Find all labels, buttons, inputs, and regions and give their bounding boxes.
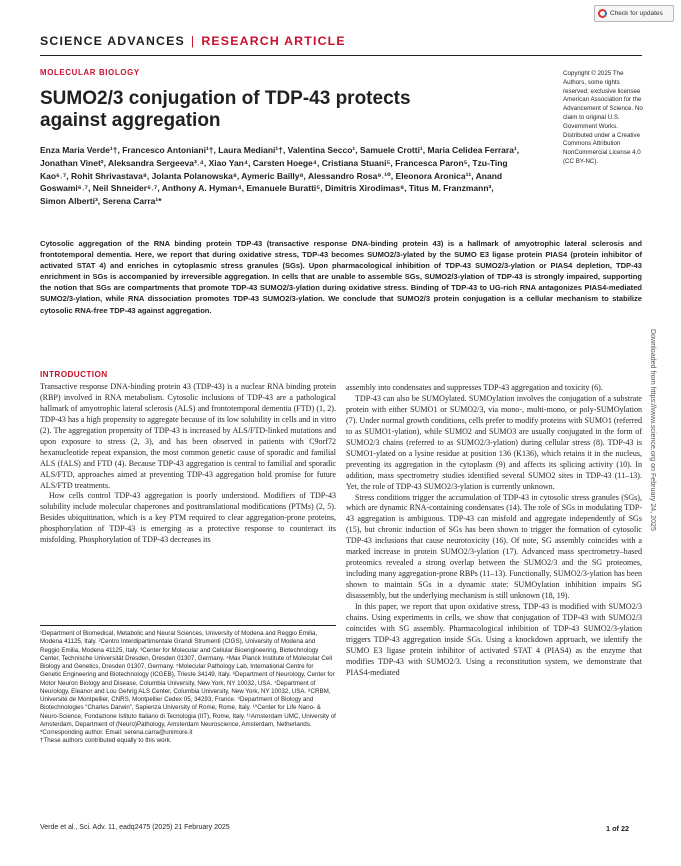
abstract: Cytosolic aggregation of the RNA binding protein TDP-43 (transactive response DNA-binding protein 43) is a hallmark of amyotrophic lateral sclerosis and frontotemporal dementia. Here, we report that during oxidative stress, TDP-43 becomes SUMO2/3-ylated by the SUMO E3 ligase protein PIAS4 (protein inhibitor of activated STAT 4) and enriches in cytoplasmic stress granules (SGs). Upon pharmacological inhibition of TDP-43 SUMO2/3-ylation or PIAS4 depletion, TDP-43 enrichment in SGs is accompanied by irreversible aggregation. In cells that are unable to assemble SGs, SUMO2/3-ylation of TDP-43 is strongly impaired, supporting the notion that SGs are compartments that promote TDP-43 SUMO2/3-ylation during oxidative stress. Binding of TDP-43 to UG-rich RNA antagonizes PIAS4-mediated SUMO2/3-ylation, while RNA dissociation promotes TDP-43 SUMO2/3-ylation. We conclude that SUMO2/3 protein conjugation is a cellular mechanism to stabilize cytosolic RNA-free TDP-43 against aggregation.: [40, 239, 642, 315]
affiliations-rule: [40, 625, 336, 626]
journal-name: SCIENCE ADVANCES: [40, 34, 185, 48]
body-paragraph: TDP-43 can also be SUMOylated. SUMOylation involves the conjugation of a substrate protein with either SUMO1 or SUMO2/3, via mono-, multi-mono, or poly-SUMOylation (7). Under normal growth conditions, cells prefer to modify proteins with SUMO1 (referred to as SUMO1-ylation), while SUMO2 and SUMO3 are usually conjugated in the form of SUMO2/3 chains (referred to as SUMO2/3-ylation) during cellular stress (8). TDP-43 is SUMO1-ylated on a lysine residue at position 136 (K136), which retains it in the nucleus, preventing its aggregation in the cytoplasm (9) and affects its splicing activity (10). In addition, mass spectrometry studies identified several SUMO2 sites in TDP-43 (11–13). Yet, the role of TDP-43 SUMO2/3-ylation is currently unknown.: [346, 393, 642, 491]
header-separator: |: [190, 34, 196, 48]
body-paragraph: Transactive response DNA-binding protein 43 (TDP-43) is a nuclear RNA binding protein (RBP) involved in RNA metabolism. Cytosolic inclusions of TDP-43 are a pathological hallmark of amyotrophic lateral sclerosis (ALS) and frontotemporal dementia (FTD) (1, 2). TDP-43 has a high propensity to aggregate because of its low solubility in cells and in vitro (2). The aggregation propensity of TDP-43 is increased by ALS/FTD-linked mutations and upon exposure to stress (2, 3), and has been observed in patients with C9orf72 hexanucleotide repeat expansion, the most common genetic cause of sporadic and familial ALS (fALS) and FTD (4). Because TDP-43 aggregation is central to familial and sporadic ALS/FTD, approaches aimed at preventing TDP-43 aggregation hold promise for future ALS/FTD treatments.: [40, 381, 336, 490]
article-title: SUMO2/3 conjugation of TDP-43 protects against aggregation: [40, 88, 411, 131]
body-paragraph: assembly into condensates and suppresses TDP-43 aggregation and toxicity (6).: [346, 383, 603, 392]
download-watermark-text: Downloaded from https://www.science.org on February 24, 2025: [649, 329, 657, 531]
check-for-updates-label: Check for updates: [610, 10, 663, 17]
body-paragraph: How cells control TDP-43 aggregation is poorly understood. Modifiers of TDP-43 solubility include molecular chaperones and posttranslational modifications (PTMs) (2, 5). Besides ubiquitination, which is a key PTM required to clear aggregation-prone proteins, phosphorylation of TDP-43 is emerging as a protective response to counteract its misfolding. Phosphorylation of TDP-43 decreases its: [40, 491, 336, 545]
article-type: RESEARCH ARTICLE: [201, 34, 346, 48]
footer-citation: Verde et al., Sci. Adv. 11, eadq2475 (2025) 21 February 2025: [40, 824, 230, 831]
left-column: [40, 370, 336, 546]
section-label: MOLECULAR BIOLOGY: [40, 68, 140, 77]
journal-header: [40, 34, 642, 48]
check-for-updates-button[interactable]: [594, 5, 674, 22]
affiliations: ¹Department of Biomedical, Metabolic and Neural Sciences, University of Modena and Reggio Emilia, Modena 41125, Italy. ²Centro Interdipartimentale Grandi Strumenti (CIGS), University of Modena and Reggio Emilia, Modena 41125, Italy. ³Center for Molecular and Cellular Bioengineering, Biotechnology Center, Technische Universität Dresden, Dresden 01307, Germany. ⁴Max Planck Institute of Molecular Cell Biology and Genetics, Dresden 01307, Germany. ⁵Molecular Pathology Lab, International Centre for Genetic Engineering and Biotechnology (ICGEB), Trieste 34149, Italy. ⁶Department of Neurology, Center for Motor Neuron Biology and Disease, Columbia University, New York, NY 10032, USA. ⁷Department of Neurology, Eleanor and Lou Gehrig ALS Center, Columbia University, New York, NY 10032, USA. ⁸CRBM, Université de Montpellier, CNRS, Montpellier Cedex 05, 34293, France. ⁹Department of Biology and Biotechnologies “Charles Darwin”, Sapienza University of Rome, Rome, Italy. ¹⁰Center for Life Nano- & Neuro-Science, Fondazione Istituto Italiano di Tecnologia (IIT), Rome, Italy. ¹¹Amsterdam UMC, University of Amsterdam, Department of (Neuro)Pathology, Amsterdam Neuroscience, Amsterdam, Netherlands.: [40, 630, 336, 728]
update-icon: [598, 9, 607, 18]
equal-contribution-note: †These authors contributed equally to this work.: [40, 737, 172, 745]
introduction-heading: INTRODUCTION: [40, 370, 108, 379]
download-watermark: [645, 300, 659, 560]
affiliations-block: [40, 630, 336, 746]
right-column: [346, 383, 642, 679]
corresponding-author: *Corresponding author. Email: serena.carra@unimore.it: [40, 729, 193, 736]
copyright-notice: Copyright © 2025 The Authors, some rights reserved; exclusive licensee American Association for the Advancement of Science. No claim to original U.S. Government Works. Distributed under a Creative Commons Attribution NonCommercial License 4.0 (CC BY-NC).: [563, 70, 643, 165]
body-paragraph: In this paper, we report that upon oxidative stress, TDP-43 is modified with SUMO2/3 chains. Using experiments in cells, we show that conjugation of TDP-43 with SUMO2/3 coincides with SG assembly. Pharmacological inhibition of TDP-43 SUMO2/3-ylation triggers TDP-43 aggregation inside SGs. Using a knockdown approach, we identify the SUMO E3 ligase protein inhibitor of activated STAT 4 (PIAS4) as the enzyme that modifies TDP-43 with SUMO2/3. Using a reconstitution system, we demonstrate that PIAS4-mediated: [346, 602, 642, 677]
body-paragraph: Stress conditions trigger the accumulation of TDP-43 in cytosolic stress granules (SGs), which are dynamic RNA-containing condensates (14). The role of SGs in modulating TDP-43 aggregation is ambiguous. TDP-43 can misfold and aggregate independently of SGs (15), but chronic induction of SGs has been shown to trigger the formation of cytosolic TDP-43 inclusions that cause neurotoxicity (16). Of note, SG assembly coincides with a marked increase in protein SUMO2/3-ylation (17). Advanced mass spectrometry–based proteomics revealed a strong overlap between the SUMO2/3 and the SG proteomes, including many aggregation-prone RBPs (11–13). Functionally, SUMO2/3-ylation has been shown to maintain SGs in a dynamic state: SUMOylation inhibition impairs SG disassembly, but the underlying mechanism is still unknown (18, 19).: [346, 492, 642, 601]
author-list: Enza Maria Verde¹†, Francesco Antoniani¹†, Laura Mediani¹†, Valentina Secco¹, Samuele Crotti¹, Maria Celidea Ferrara¹, Jonathan Vinet², Aleksandra Sergeeva³˒⁴, Xiao Yan⁴, Carsten Hoege⁴, Cristiana Stuani⁵, Francesca Paron⁵, Tzu-Ting Kao⁶˒⁷, Rohit Shrivastava⁸, Jolanta Polanowska⁸, Aymeric Bailly⁸, Alessandro Rosa⁹˒¹⁰, Eleonora Aronica¹¹, Anand Goswami⁶˒⁷, Neil Shneider⁶˒⁷, Anthony A. Hyman⁴, Emanuele Buratti⁵, Dimitris Xirodimas⁸, Titus M. Franzmann³, Simon Alberti³, Serena Carra¹*: [40, 145, 520, 207]
header-rule: [40, 55, 642, 56]
page-number: 1 of 22: [606, 824, 630, 833]
